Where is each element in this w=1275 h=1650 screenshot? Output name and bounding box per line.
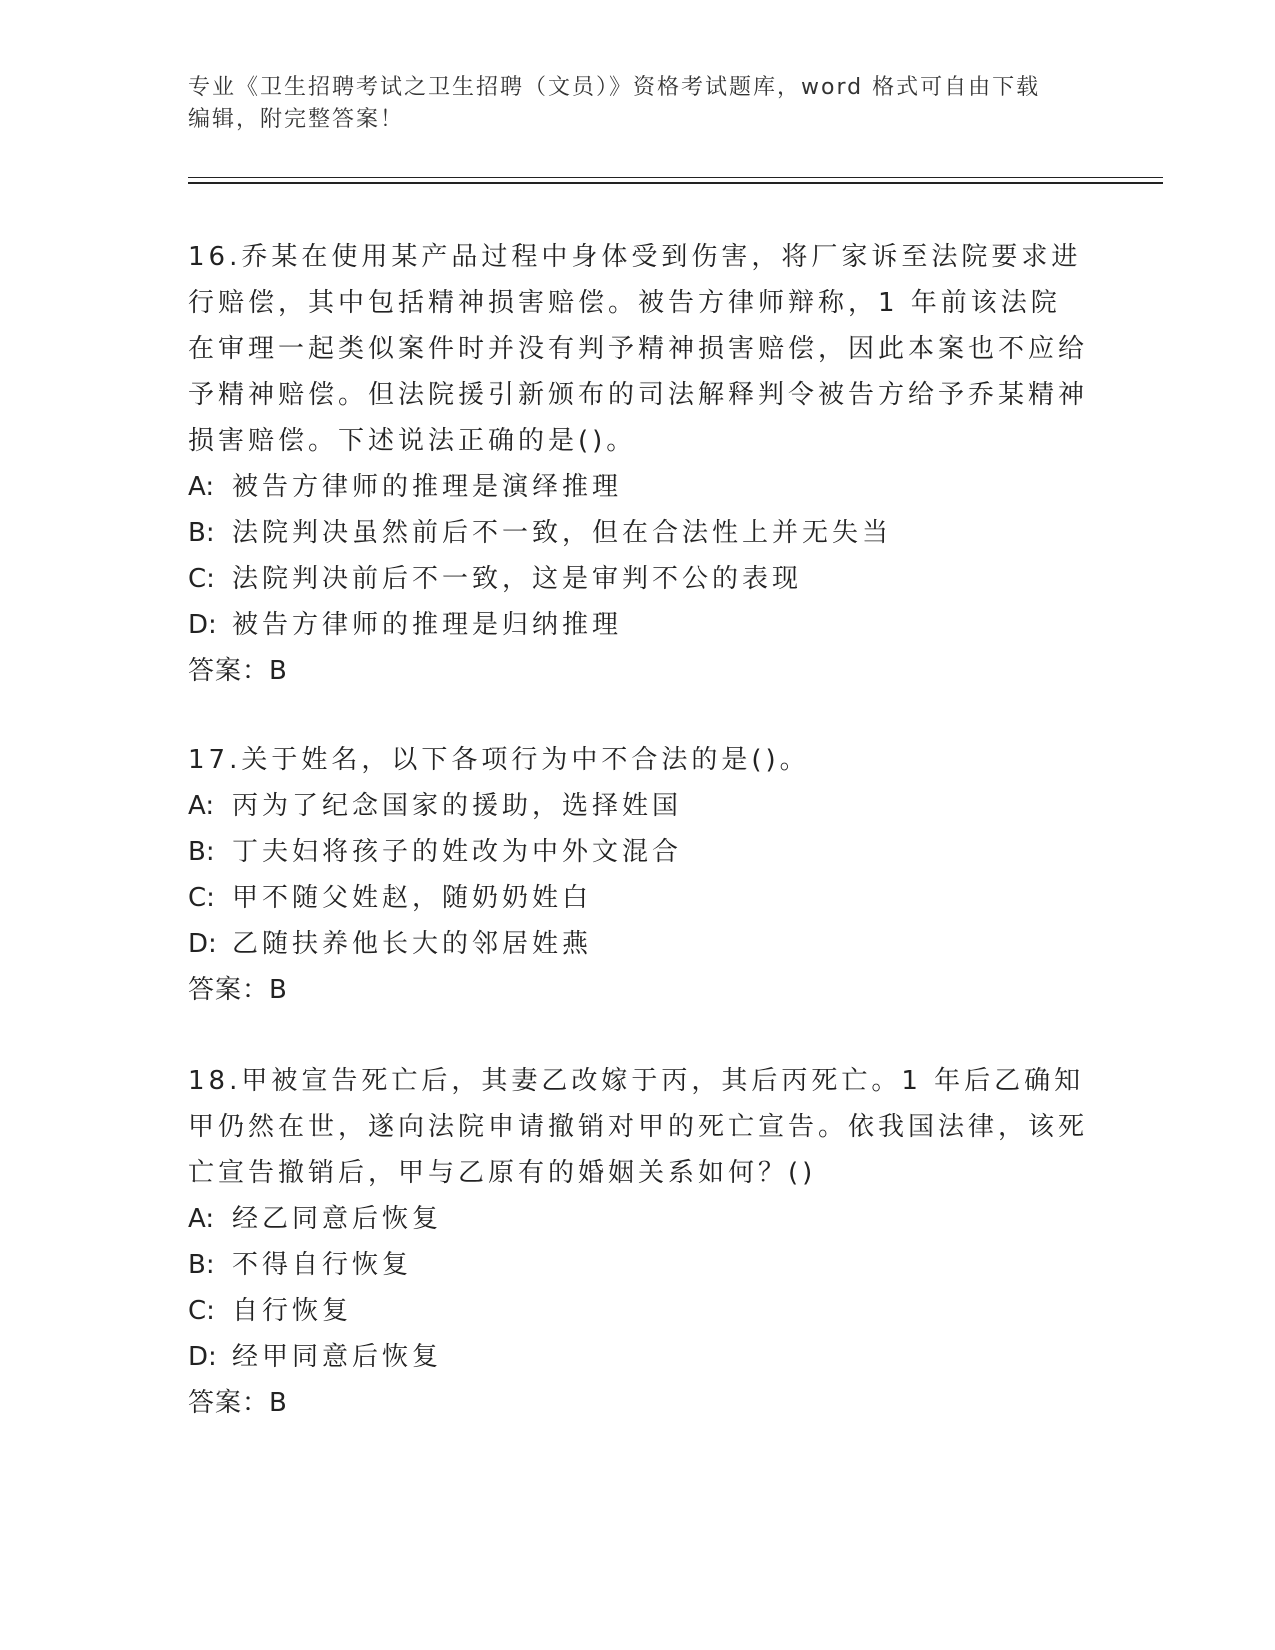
question-stem: 18.甲被宣告死亡后，其妻乙改嫁于丙，其后丙死亡。1 年后乙确知甲仍然在世，遂向法院申请撤销对甲的死亡宣告。依我国法律，该死亡宣告撤销后，甲与乙原有的婚姻关系如何？() [188, 1066, 1089, 1188]
option-letter: A: [188, 1204, 215, 1234]
option-text: 丁夫妇将孩子的姓改为中外文混合 [232, 837, 683, 867]
answer-line: 答案：B [188, 975, 288, 1005]
option-text: 不得自行恢复 [232, 1250, 413, 1280]
option-text: 丙为了纪念国家的援助，选择姓国 [232, 791, 683, 821]
option-text: 经乙同意后恢复 [232, 1204, 443, 1234]
question-stem: 16.乔某在使用某产品过程中身体受到伤害，将厂家诉至法院要求进行赔偿，其中包括精神损害赔偿。被告方律师辩称，1 年前该法院在审理一起类似案件时并没有判予精神损害赔偿，因此本案也不应给予精神赔偿。但法院援引新颁布的司法解释判令被告方给予乔某精神损害赔偿。下述说法正确的是()。 [188, 242, 1089, 456]
option-a [188, 783, 1088, 829]
option-text: 乙随扶养他长大的邻居姓燕 [232, 929, 593, 959]
option-text: 法院判决虽然前后不一致，但在合法性上并无失当 [232, 518, 893, 548]
option-b [188, 1242, 1088, 1288]
header-line-2: 编辑，附完整答案！ [188, 107, 405, 132]
option-b [188, 510, 1088, 556]
answer-line: 答案：B [188, 1388, 288, 1418]
option-d [188, 602, 1088, 648]
option-text: 被告方律师的推理是归纳推理 [232, 610, 623, 640]
option-letter: A: [188, 472, 215, 502]
question-stem: 17.关于姓名，以下各项行为中不合法的是()。 [188, 745, 810, 775]
option-letter: D: [188, 929, 217, 959]
option-c [188, 875, 1088, 921]
option-text: 自行恢复 [232, 1296, 353, 1326]
option-letter: B: [188, 1250, 215, 1280]
option-letter: A: [188, 791, 215, 821]
option-letter: C: [188, 883, 215, 913]
option-c [188, 1288, 1088, 1334]
option-letter: D: [188, 1342, 217, 1372]
option-letter: D: [188, 610, 217, 640]
answer-line: 答案：B [188, 656, 288, 686]
option-letter: C: [188, 1296, 215, 1326]
option-d [188, 1334, 1088, 1380]
option-text: 经甲同意后恢复 [232, 1342, 443, 1372]
option-text: 甲不随父姓赵，随奶奶姓白 [232, 883, 593, 913]
option-c [188, 556, 1088, 602]
option-b [188, 829, 1088, 875]
option-text: 法院判决前后不一致，这是审判不公的表现 [232, 564, 803, 594]
option-a [188, 1196, 1088, 1242]
header-divider-thin [188, 177, 1163, 178]
question-17 [188, 737, 1088, 1013]
header-line-1: 专业《卫生招聘考试之卫生招聘（文员）》资格考试题库，word 格式可自由下载 [188, 75, 1041, 100]
option-d [188, 921, 1088, 967]
option-text: 被告方律师的推理是演绎推理 [232, 472, 623, 502]
option-letter: B: [188, 518, 215, 548]
document-header [188, 72, 1088, 136]
header-divider-thick [188, 182, 1163, 184]
option-letter: C: [188, 564, 215, 594]
question-16 [188, 234, 1088, 694]
option-a [188, 464, 1088, 510]
question-18 [188, 1058, 1088, 1426]
option-letter: B: [188, 837, 215, 867]
